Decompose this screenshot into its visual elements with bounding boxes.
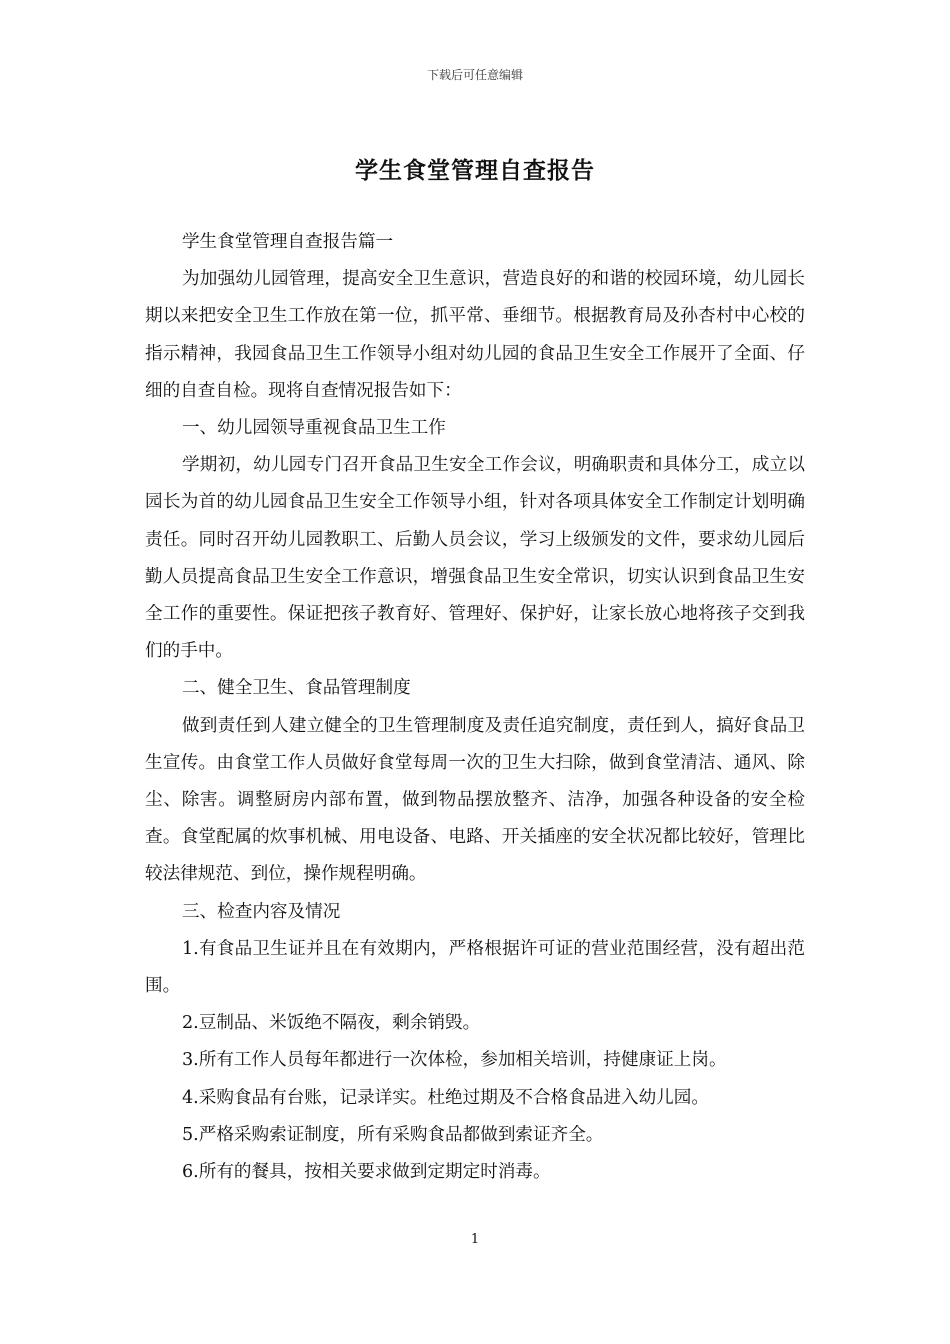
list-item: 4.采购食品有台账，记录详实。杜绝过期及不合格食品进入幼儿园。 xyxy=(181,1087,709,1108)
document-title: 学生食堂管理自查报告 xyxy=(355,157,595,184)
section-heading: 学生食堂管理自查报告篇一 xyxy=(181,232,394,252)
paragraph: 做到责任到人建立健全的卫生管理制度及责任追究制度，责任到人，搞好食品卫生宣传。由食堂工作人员做好食堂每周一次的卫生大扫除，做到食堂清洁、通风、除尘、除害。调整厨房内部布置，做到物品摆放整齐、洁净，加强各种设备的安全检查。食堂配属的炊事机械、用电设备、电路、开关插座的安全状况都比较好，管理比较法律规范、到位，操作规程明确。 xyxy=(145,715,805,885)
page-number: 1 xyxy=(470,1232,480,1247)
list-item: 5.严格采购索证制度，所有采购食品都做到索证齐全。 xyxy=(181,1124,604,1145)
header-note: 下载后可任意编辑 xyxy=(426,68,523,82)
list-item: 2.豆制品、米饭绝不隔夜，剩余销毁。 xyxy=(181,1013,481,1034)
list-item: 3.所有工作人员每年都进行一次体检，参加相关培训，持健康证上岗。 xyxy=(181,1050,727,1071)
section-heading: 一、幼儿园领导重视食品卫生工作 xyxy=(181,418,446,439)
section-heading: 三、检查内容及情况 xyxy=(181,901,341,922)
list-item: 1.有食品卫生证并且在有效期内，严格根据许可证的营业范围经营，没有超出范围。 xyxy=(145,938,805,997)
list-item: 6.所有的餐具，按相关要求做到定期定时消毒。 xyxy=(181,1162,551,1183)
paragraph: 学期初，幼儿园专门召开食品卫生安全工作会议，明确职责和具体分工，成立以园长为首的幼儿园食品卫生安全工作领导小组，针对各项具体安全工作制定计划明确责任。同时召开幼儿园教职工、后勤人员会议，学习上级颁发的文件，要求幼儿园后勤人员提高食品卫生安全工作意识，增强食品卫生安全常识，切实认识到食品卫生安全工作的重要性。保证把孩子教育好、管理好、保护好，让家长放心地将孩子交到我们的手中。 xyxy=(145,455,805,662)
paragraph: 为加强幼儿园管理，提高安全卫生意识，营造良好的和谐的校园环境，幼儿园长期以来把安全卫生工作放在第一位，抓平常、垂细节。根据教育局及孙杏村中心校的指示精神，我园食品卫生工作领导小组对幼儿园的食品卫生安全工作展开了全面、仔细的自查自检。现将自查情况报告如下： xyxy=(145,269,805,401)
document-body xyxy=(145,224,805,1191)
section-heading: 二、健全卫生、食品管理制度 xyxy=(181,678,411,699)
